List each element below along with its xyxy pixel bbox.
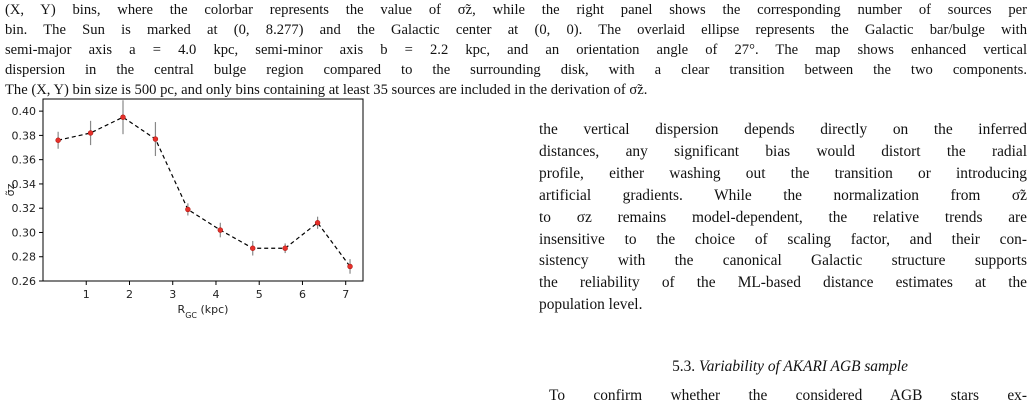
y-tick-label: 0.34	[11, 177, 36, 191]
x-tick-label: 4	[212, 288, 220, 301]
y-tick-label: 0.32	[11, 202, 36, 216]
body-line: to σz remains model-dependent, the relative trends are	[539, 208, 1027, 226]
body-line: population level.	[539, 296, 643, 314]
caption-line: The (X, Y) bin size is 500 pc, and only bins containing at least 35 sources are included in the derivation of σ̃z.	[5, 82, 648, 98]
data-point	[153, 137, 158, 142]
body-line: insensitive to the choice of scaling factor, and their con-	[539, 230, 1027, 248]
series-line	[58, 117, 350, 266]
data-point	[218, 228, 223, 233]
body-line: distances, any significant bias would distort the radial	[539, 142, 1027, 160]
caption-line: semi-major axis a = 4.0 kpc, semi-minor axis b = 2.2 kpc, and an orientation angle of 27°. The map shows enhanced vertical	[5, 42, 1027, 58]
y-tick-label: 0.30	[11, 226, 36, 240]
data-point	[185, 207, 190, 212]
y-tick-label: 0.38	[11, 129, 36, 143]
x-tick-label: 1	[82, 288, 90, 301]
section-heading	[560, 358, 1020, 376]
figure-caption	[5, 0, 1027, 100]
y-tick-label: 0.40	[11, 105, 36, 119]
x-axis-label: $R_{GC}$ (kpc)	[177, 303, 229, 320]
section-first-line: To confirm whether the considered AGB stars ex-	[549, 387, 1027, 404]
data-point	[315, 220, 320, 225]
x-tick-label: 3	[169, 288, 177, 301]
y-tick-label: 0.36	[11, 153, 36, 167]
body-line: the reliability of the ML-based distance estimates at the	[539, 274, 1027, 292]
body-line: artificial gradients. While the normalization from σ̃z	[539, 186, 1027, 204]
data-point	[348, 264, 353, 269]
body-paragraph	[539, 119, 1027, 316]
data-point	[121, 115, 126, 120]
caption-line: bin. The Sun is marked at (0, 8.277) and the Galactic center at (0, 0). The overlaid ellipse represents the Galactic bar/bulge with	[5, 22, 1027, 38]
y-tick-label: 0.28	[11, 250, 36, 264]
x-tick-label: 6	[298, 288, 306, 301]
caption-line: (X, Y) bins, where the colorbar represents the value of σ̃z, while the right panel shows the corresponding number of sources per	[5, 2, 1027, 18]
data-point	[283, 246, 288, 251]
section-title: Variability of AKARI AGB sample	[699, 358, 908, 375]
body-line: sistency with the canonical Galactic structure supports	[539, 252, 1027, 270]
data-point	[88, 131, 93, 136]
y-axis-label: σ̃z	[4, 183, 17, 197]
x-tick-label: 7	[342, 288, 350, 301]
x-tick-label: 2	[125, 288, 133, 301]
sigma-z-radial-profile-figure	[0, 88, 370, 408]
y-tick-label: 0.26	[11, 275, 36, 288]
caption-line: dispersion in the central bulge region compared to the surrounding disk, with a clear transition between the two components.	[5, 62, 1027, 78]
data-point	[56, 138, 61, 143]
x-tick-label: 5	[255, 288, 263, 301]
body-line: profile, either washing out the transition or introducing	[539, 164, 1027, 182]
body-line: the vertical dispersion depends directly on the inferred	[539, 121, 1027, 138]
chart-svg	[0, 88, 370, 408]
section-number: 5.3.	[672, 358, 696, 375]
data-point	[250, 246, 255, 251]
